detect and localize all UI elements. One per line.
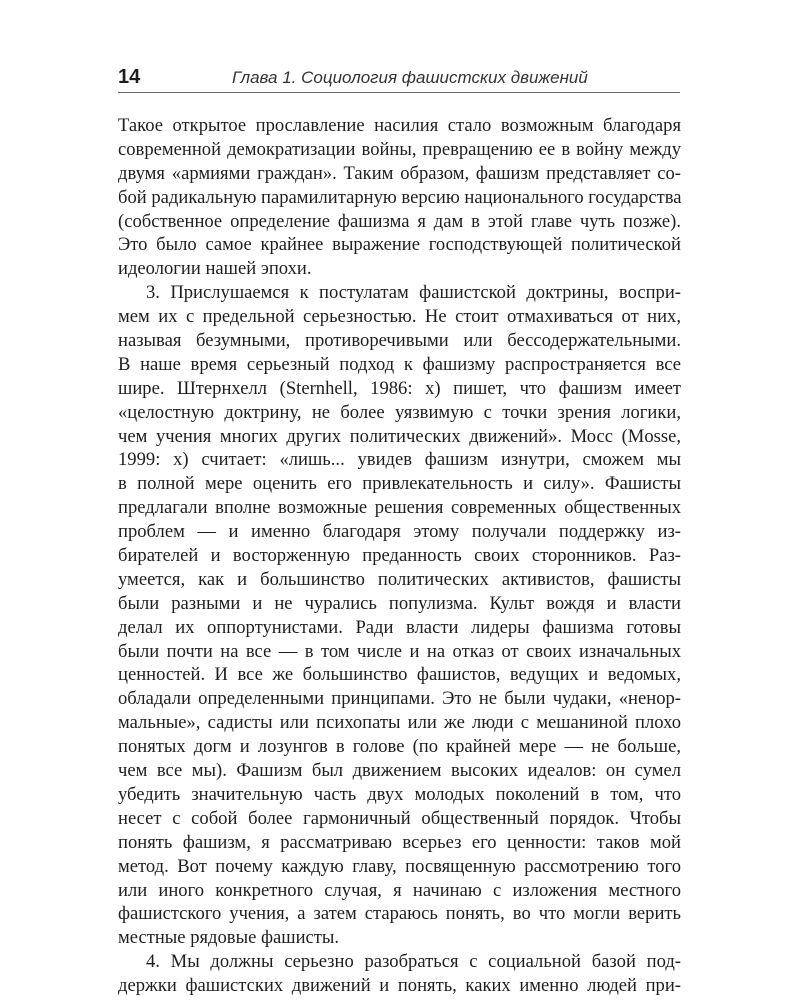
text-line: бой радикальную парамилитарную версию национального государства: [118, 186, 682, 208]
text-line: мем их с предельной серьезностью. Не стоит отмахиваться от них,: [118, 306, 681, 328]
header-divider: [118, 92, 680, 93]
text-line: Такое открытое прославление насилия стало возможным благодаря: [118, 115, 681, 136]
text-line: понять фашизм, я рассматриваю всерьез его ценности: таков мой: [118, 831, 681, 853]
text-line: фашистского учения, а затем стараюсь понять, во что могли верить: [118, 903, 681, 925]
text-line: понятых догм и лозунгов в голове (по крайней мере — не больше,: [118, 736, 681, 758]
paragraph-start-line: 3. Прислушаемся к постулатам фашистской доктрины, воспри-: [146, 282, 681, 304]
text-line: двумя «армиями граждан». Таким образом, фашизм представляет со-: [118, 162, 681, 184]
text-line: держки фашистских движений и понять, каких именно людей при-: [118, 975, 681, 997]
page-header: [118, 66, 680, 90]
text-line: были разными и не чурались популизма. Культ вождя и власти: [118, 592, 681, 614]
text-line: «целостную доктрину, не более уязвимую с точки зрения логики,: [118, 401, 681, 423]
text-line: предлагали вполне возможные решения современных общественных: [118, 497, 681, 519]
text-line: Это было самое крайнее выражение господствующей политической: [118, 234, 681, 256]
text-line: шире. Штернхелл (Sternhell, 1986: x) пишет, что фашизм имеет: [118, 377, 681, 399]
text-line: называя безумными, противоречивыми или бессодержательными.: [118, 330, 681, 352]
text-line: современной демократизации войны, превращению ее в войну между: [118, 138, 681, 160]
text-line: несет с собой более гармоничный общественный порядок. Чтобы: [118, 807, 681, 829]
text-line: ценностей. И все же большинство фашистов, ведущих и ведомых,: [118, 664, 681, 686]
text-line: чем все мы). Фашизм был движением высоких идеалов: он сумел: [118, 760, 681, 782]
text-line: идеологии нашей эпохи.: [118, 258, 312, 280]
text-line: в полной мере оценить его привлекательность и силу». Фашисты: [118, 473, 681, 495]
text-line: (собственное определение фашизма я дам в этой главе чуть позже).: [118, 210, 681, 232]
text-line: чем учения многих других политических движений». Мосс (Mosse,: [118, 425, 681, 447]
text-line: делал их оппортунистами. Ради власти лидеры фашизма готовы: [118, 616, 681, 638]
text-line: или иного конкретного случая, я начинаю с изложения местного: [118, 879, 681, 901]
text-line: обладали определенными принципами. Это не были чудаки, «ненор-: [118, 688, 681, 710]
text-line: 1999: x) считает: «лишь... увидев фашизм изнутри, сможем мы: [118, 449, 681, 471]
text-line: метод. Вот почему каждую главу, посвященную рассмотрению того: [118, 855, 681, 877]
text-line: мальные», садисты или психопаты или же люди с мешаниной плохо: [118, 712, 681, 734]
text-line: умеется, как и большинство политических активистов, фашисты: [118, 568, 681, 590]
text-line: убедить значительную часть двух молодых поколений в том, что: [118, 783, 681, 805]
text-line: были почти на все — в том числе и на отказ от своих изначальных: [118, 640, 681, 662]
text-line: В наше время серьезный подход к фашизму распространяется все: [118, 353, 681, 375]
page-number: 14: [118, 66, 141, 88]
text-line: проблем — и именно благодаря этому получали поддержку из-: [118, 521, 681, 543]
body-text: [118, 114, 681, 998]
running-head: Глава 1. Социология фашистских движений: [232, 68, 588, 87]
paragraph-start-line: 4. Мы должны серьезно разобраться с социальной базой под-: [146, 951, 681, 973]
text-line: бирателей и восторженную преданность своих сторонников. Раз-: [118, 545, 681, 567]
text-line: местные рядовые фашисты.: [118, 927, 340, 949]
